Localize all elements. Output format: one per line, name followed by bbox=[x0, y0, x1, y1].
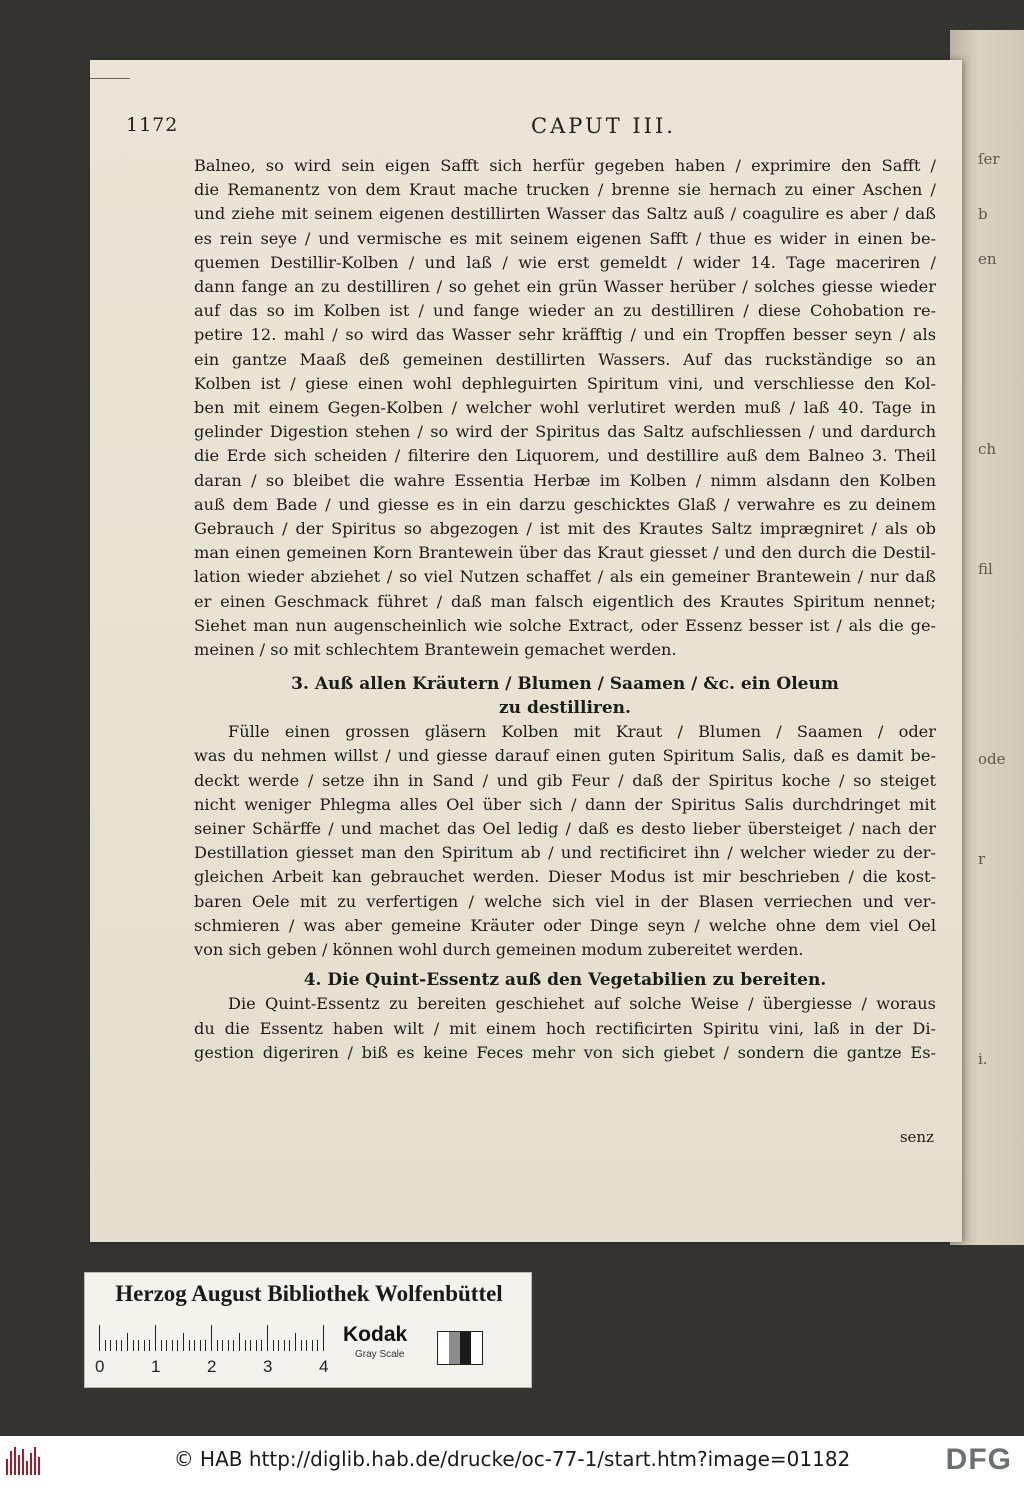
ruler-tick bbox=[295, 1333, 296, 1351]
bleed-through-fragment: r bbox=[978, 850, 986, 868]
text-line: nicht weniger Phlegma alles Oel über sich / dann der Spiritus Salis durchdringet mit bbox=[194, 794, 936, 814]
color-target-card bbox=[84, 1272, 532, 1388]
bleed-through-fragment: en bbox=[978, 250, 997, 268]
text-line: lation wieder abziehet / so viel Nutzen schaffet / als ein gemeiner Brantewein / nur daß bbox=[194, 567, 936, 587]
ruler-tick bbox=[205, 1340, 206, 1351]
ruler-number: 0 bbox=[95, 1357, 105, 1376]
text-line: deckt werde / setze ihn in Sand / und gib Feur / daß der Spiritus koche / so steiget bbox=[194, 770, 936, 790]
text-line: ben mit einem Gegen-Kolben / welcher wohl verlutiret werden muß / laß 40. Tage in bbox=[194, 398, 936, 418]
grayscale-label: Gray Scale bbox=[355, 1349, 405, 1360]
ruler-tick bbox=[177, 1340, 178, 1351]
ruler-number: 3 bbox=[263, 1357, 273, 1376]
gray-patch bbox=[471, 1332, 482, 1364]
ruler-tick bbox=[228, 1340, 229, 1351]
bleed-through-fragment: ch bbox=[978, 440, 997, 458]
kodak-logo: Kodak bbox=[343, 1323, 408, 1346]
ruler-tick bbox=[189, 1340, 190, 1351]
book-page bbox=[90, 60, 962, 1242]
ruler-tick bbox=[172, 1340, 173, 1351]
paragraph-1 bbox=[194, 154, 936, 662]
ruler-tick bbox=[194, 1340, 195, 1351]
text-line: Balneo, so wird sein eigen Safft sich herfür gegeben haben / exprimire den Safft / bbox=[194, 156, 936, 175]
ruler-tick bbox=[155, 1325, 156, 1351]
chapter-title: CAPUT III. bbox=[531, 114, 676, 138]
library-name: Herzog August Bibliothek Wolfenbüttel bbox=[115, 1281, 503, 1306]
paragraph-3 bbox=[194, 720, 936, 962]
ruler-number: 2 bbox=[207, 1357, 217, 1376]
text-line: quemen Destillir-Kolben / und laß / wie erst gemeldt / wider 14. Tage maceriren / bbox=[194, 252, 936, 272]
text-line: die Erde sich scheiden / filterire den Liquorem, und destillire auß dem Balneo 3. Theil bbox=[194, 446, 936, 466]
text-line: was du nehmen willst / und giesse darauf einen guten Spiritum Salis, daß es damit be- bbox=[194, 746, 936, 766]
footer-bar bbox=[0, 1436, 1024, 1486]
page-number: 1172 bbox=[126, 114, 179, 136]
text-line: es rein seye / und vermische es mit seinem eigenen Safft / thue es wider in einen be- bbox=[194, 228, 936, 248]
page-body-text bbox=[194, 154, 936, 1065]
text-line: auf das so im Kolben ist / und fange wieder an zu destilliren / diese Cohobation re- bbox=[194, 301, 936, 321]
attribution-link[interactable]: © HAB http://diglib.hab.de/drucke/oc-77-1/start.htm?image=01182 bbox=[173, 1447, 851, 1471]
ruler-tick bbox=[239, 1333, 240, 1351]
ruler-tick bbox=[166, 1340, 167, 1351]
ruler-tick bbox=[222, 1340, 223, 1351]
text-line: du die Essentz haben wilt / mit einem hoch rectificirten Spiritu vini, laß in der Di- bbox=[194, 1018, 936, 1038]
text-line: daran / so bleibet die wahre Essentia Herbæ im Kolben / nimm alsdann den Kolben bbox=[194, 470, 936, 490]
ruler-tick bbox=[306, 1340, 307, 1351]
ruler-tick bbox=[99, 1325, 100, 1351]
ruler-tick bbox=[121, 1340, 122, 1351]
text-line: auß dem Bade / und giesse es in ein darzu geschicktes Glaß / verwahre es zu deinem bbox=[194, 494, 936, 514]
ruler-tick bbox=[278, 1340, 279, 1351]
text-line: Fülle einen grossen gläsern Kolben mit Kraut / Blumen / Saamen / oder bbox=[228, 722, 936, 742]
text-line: schmieren / was aber gemeine Kräuter oder Dinge seyn / welche ohne dem viel Oel bbox=[194, 915, 936, 935]
text-line: Destillation giesset man den Spiritum ab / und rectificiret ihn / welcher wieder zu der- bbox=[194, 843, 936, 863]
bleed-through-fragment: ſer bbox=[978, 150, 1000, 168]
text-line: seiner Schärffe / und machet das Oel ledig / daß es desto lieber übersteiget / nach der bbox=[194, 819, 936, 839]
ruler-tick bbox=[267, 1325, 268, 1351]
section-heading-4 bbox=[194, 968, 936, 992]
text-line: Siehet man nun augenscheinlich wie solche Extract, oder Essenz besser ist / als die ge- bbox=[194, 615, 936, 635]
bleed-through-fragment: ode bbox=[978, 750, 1006, 768]
bleed-through-fragment: fil bbox=[978, 560, 993, 578]
ruler-tick bbox=[105, 1340, 106, 1351]
text-line: petire 12. mahl / so wird das Wasser sehr kräfftig / und ein Tropffen besser seyn / als bbox=[194, 325, 936, 345]
ruler-tick bbox=[284, 1340, 285, 1351]
text-line: gestion digeriren / biß es keine Feces mehr von sich giebet / sondern die gantze Es- bbox=[194, 1042, 936, 1062]
ruler-tick bbox=[200, 1340, 201, 1351]
ruler-tick bbox=[245, 1340, 246, 1351]
text-line: gelinder Digestion stehen / so wird der Spiritus das Saltz aufschliessen / und dardurch bbox=[194, 422, 936, 442]
text-line: baren Oele mit zu verfertigen / welche sich viel in der Blasen verriechen und ver- bbox=[194, 891, 936, 911]
gray-patch bbox=[449, 1332, 460, 1364]
ruler-tick bbox=[144, 1340, 145, 1351]
text-line: die Remanentz von dem Kraut mache trucken / brenne sie hernach zu einer Aschen / bbox=[194, 180, 936, 200]
heading-line: 4. Die Quint-Essentz auß den Vegetabilien zu bereiten. bbox=[303, 970, 827, 991]
ruler-tick bbox=[161, 1340, 162, 1351]
running-head bbox=[126, 114, 946, 144]
section-heading-3 bbox=[194, 672, 936, 720]
gray-patch bbox=[438, 1332, 449, 1364]
ruler-tick bbox=[250, 1340, 251, 1351]
scale-ruler bbox=[99, 1325, 335, 1351]
text-line: gleichen Arbeit kan gebrauchet werden. Dieser Modus ist mir beschrieben / die kost- bbox=[194, 867, 936, 887]
text-line: Kolben ist / giese einen wohl dephleguirten Spiritum vini, und verschliesse den Kol- bbox=[194, 373, 936, 393]
ruler-tick bbox=[323, 1325, 324, 1351]
ruler-tick bbox=[261, 1340, 262, 1351]
dfg-logo: DFG bbox=[945, 1443, 1012, 1476]
gray-patches bbox=[437, 1331, 483, 1365]
ruler-tick bbox=[183, 1333, 184, 1351]
text-line: und ziehe mit seinem eigenen destillirten Wasser das Saltz auß / coagulire es aber / daß bbox=[194, 204, 936, 224]
bleed-through-fragment: b bbox=[978, 205, 988, 223]
ruler-tick bbox=[317, 1340, 318, 1351]
ruler-tick bbox=[273, 1340, 274, 1351]
paragraph-4 bbox=[194, 992, 936, 1065]
text-line: dann fange an zu destilliren / so gehet ein grün Wasser herüber / solches giesse wieder bbox=[194, 277, 936, 297]
text-line: Gebrauch / der Spiritus so abgezogen / ist mit des Krautes Saltz imprægniret / als ob bbox=[194, 519, 936, 539]
text-line: meinen / so mit schlechtem Brantewein gemachet werden. bbox=[194, 640, 677, 660]
ruler-tick bbox=[312, 1340, 313, 1351]
text-line: von sich geben / können wohl durch gemeinen modum zubereitet werden. bbox=[194, 940, 804, 960]
ruler-tick bbox=[110, 1340, 111, 1351]
text-line: man einen gemeinen Korn Brantewein über das Kraut giesset / und den durch die Destil- bbox=[194, 543, 936, 563]
ruler-tick bbox=[149, 1340, 150, 1351]
ruler-tick bbox=[116, 1340, 117, 1351]
ruler-tick bbox=[289, 1340, 290, 1351]
heading-line: 3. Auß allen Kräutern / Blumen / Saamen / &c. ein Oleum bbox=[291, 674, 839, 695]
text-line: Die Quint-Essentz zu bereiten geschiehet auf solche Weise / übergiesse / woraus bbox=[228, 994, 936, 1014]
gray-patch bbox=[460, 1332, 471, 1364]
bleed-through-fragment: i. bbox=[978, 1050, 988, 1068]
ruler-tick bbox=[127, 1333, 128, 1351]
ruler-number: 1 bbox=[151, 1357, 161, 1376]
catchword: senz bbox=[899, 1128, 934, 1146]
text-line: ein gantze Maaß deß gemeinen destillirten Wassers. Auf das ruckständige so an bbox=[194, 349, 936, 369]
text-line: er einen Geschmack führet / daß man falsch eigentlich des Krautes Spiritum nennet; bbox=[194, 591, 936, 611]
ruler-tick bbox=[133, 1340, 134, 1351]
ruler-number: 4 bbox=[319, 1357, 329, 1376]
ruler-tick bbox=[233, 1340, 234, 1351]
ruler-tick bbox=[256, 1340, 257, 1351]
heading-line: zu destilliren. bbox=[499, 698, 631, 719]
ruler-tick bbox=[211, 1325, 212, 1351]
ruler-tick bbox=[138, 1340, 139, 1351]
ruler-tick bbox=[301, 1340, 302, 1351]
ruler-tick bbox=[217, 1340, 218, 1351]
